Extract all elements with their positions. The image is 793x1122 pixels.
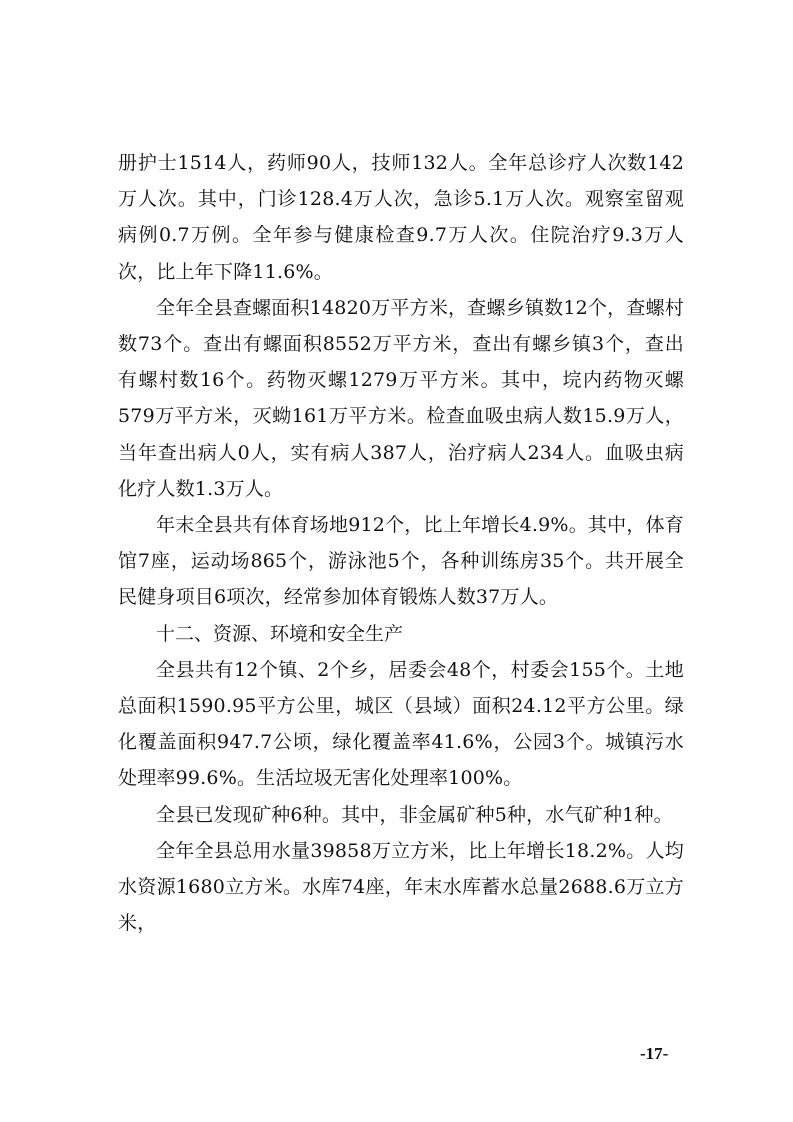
page-body: [118, 145, 684, 941]
paragraph-health-services: 册护士1514人，药师90人，技师132人。全年总诊疗人次数142万人次。其中，门诊128.4万人次，急诊5.1万人次。观察室留观病例0.7万例。全年参与健康检查9.7万人次。住院治疗9.3万人次，比上年下降11.6%。: [118, 152, 684, 283]
paragraph-water-use: 全年全县总用水量39858万立方米，比上年增长18.2%。人均水资源1680立方米。水库74座，年末水库蓄水总量2688.6万立方米，: [118, 839, 684, 935]
paragraph-minerals: 全县已发现矿种6种。其中，非金属矿种5种，水气矿种1种。: [156, 803, 673, 826]
page-number: -17-: [640, 1044, 669, 1063]
paragraph-snail-control: 全年全县查螺面积14820万平方米，查螺乡镇数12个，查螺村数73个。查出有螺面积8552万平方米，查出有螺乡镇3个，查出有螺村数16个。药物灭螺1279万平方米。其中，垸内药物灭螺579万平方米，灭蚴161万平方米。检查血吸虫病人数15.9万人，当年查出病人0人，实有病人387人，治疗病人234人。血吸虫病化疗人数1.3万人。: [118, 296, 684, 500]
paragraph-sports-facilities: 年末全县共有体育场地912个，比上年增长4.9%。其中，体育馆7座，运动场865个，游泳池5个，各种训练房35个。共开展全民健身项目6项次，经常参加体育锻炼人数37万人。: [118, 514, 684, 609]
section-heading-resources: 十二、资源、环境和安全生产: [156, 622, 404, 645]
paragraph-land-environment: 全县共有12个镇、2个乡，居委会48个，村委会155个。土地总面积1590.95平方公里，城区（县域）面积24.12平方公里。绿化覆盖面积947.7公顷，绿化覆盖率41.6%，公园3个。城镇污水处理率99.6%。生活垃圾无害化处理率100%。: [118, 658, 684, 790]
